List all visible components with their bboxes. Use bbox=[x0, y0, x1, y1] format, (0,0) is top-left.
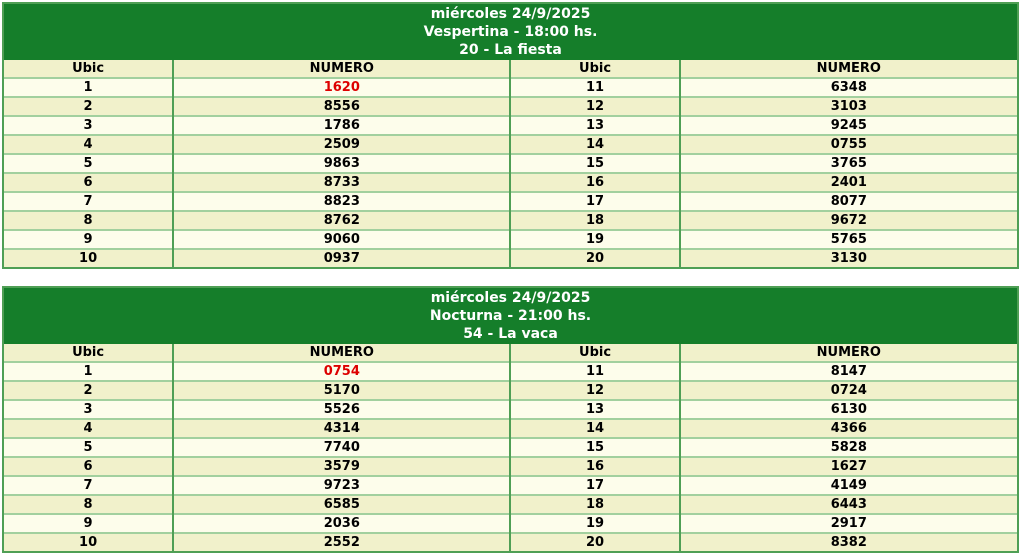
draw-head-number: 20 - La fiesta bbox=[459, 42, 562, 58]
position-cell: 15 bbox=[510, 438, 679, 457]
result-row bbox=[4, 400, 1017, 419]
draw-session: Vespertina - 18:00 hs. bbox=[423, 24, 598, 40]
result-row bbox=[4, 135, 1017, 154]
position-cell: 8 bbox=[4, 211, 173, 230]
number-cell: 5170 bbox=[173, 381, 510, 400]
draw-header bbox=[4, 4, 1017, 60]
position-cell: 13 bbox=[510, 400, 679, 419]
number-cell: 9060 bbox=[173, 230, 510, 249]
result-row bbox=[4, 154, 1017, 173]
number-cell: 8147 bbox=[680, 362, 1017, 381]
number-cell: 9723 bbox=[173, 476, 510, 495]
number-cell: 3579 bbox=[173, 457, 510, 476]
draw-session: Nocturna - 21:00 hs. bbox=[429, 308, 592, 324]
number-cell: 8823 bbox=[173, 192, 510, 211]
number-cell-winning: 0754 bbox=[173, 362, 510, 381]
position-cell: 7 bbox=[4, 476, 173, 495]
position-cell: 10 bbox=[4, 249, 173, 267]
position-cell: 4 bbox=[4, 135, 173, 154]
position-cell: 5 bbox=[4, 154, 173, 173]
result-row bbox=[4, 381, 1017, 400]
result-row bbox=[4, 457, 1017, 476]
results-table bbox=[4, 344, 1017, 551]
number-cell: 5828 bbox=[680, 438, 1017, 457]
position-cell: 9 bbox=[4, 230, 173, 249]
number-cell: 2917 bbox=[680, 514, 1017, 533]
number-cell: 8382 bbox=[680, 533, 1017, 551]
draw-section-vespertina bbox=[2, 2, 1019, 269]
result-row bbox=[4, 116, 1017, 135]
result-row bbox=[4, 438, 1017, 457]
number-cell: 2036 bbox=[173, 514, 510, 533]
position-cell: 16 bbox=[510, 457, 679, 476]
column-header-numero: NUMERO bbox=[173, 60, 510, 78]
position-cell: 12 bbox=[510, 97, 679, 116]
draw-head-number: 54 - La vaca bbox=[463, 326, 558, 342]
number-cell: 6443 bbox=[680, 495, 1017, 514]
column-header-ubic: Ubic bbox=[4, 60, 173, 78]
number-cell: 6130 bbox=[680, 400, 1017, 419]
number-cell: 9245 bbox=[680, 116, 1017, 135]
draw-section-nocturna bbox=[2, 286, 1019, 553]
number-cell: 4314 bbox=[173, 419, 510, 438]
number-cell: 7740 bbox=[173, 438, 510, 457]
position-cell: 7 bbox=[4, 192, 173, 211]
position-cell: 14 bbox=[510, 135, 679, 154]
position-cell: 5 bbox=[4, 438, 173, 457]
number-cell: 3765 bbox=[680, 154, 1017, 173]
position-cell: 12 bbox=[510, 381, 679, 400]
number-cell: 4366 bbox=[680, 419, 1017, 438]
position-cell: 1 bbox=[4, 362, 173, 381]
position-cell: 18 bbox=[510, 495, 679, 514]
result-row bbox=[4, 495, 1017, 514]
number-cell: 5526 bbox=[173, 400, 510, 419]
number-cell: 6348 bbox=[680, 78, 1017, 97]
number-cell: 0755 bbox=[680, 135, 1017, 154]
column-header-numero: NUMERO bbox=[680, 344, 1017, 362]
number-cell: 0937 bbox=[173, 249, 510, 267]
position-cell: 10 bbox=[4, 533, 173, 551]
number-cell: 2401 bbox=[680, 173, 1017, 192]
number-cell: 0724 bbox=[680, 381, 1017, 400]
results-table bbox=[4, 60, 1017, 267]
column-header-ubic: Ubic bbox=[510, 344, 679, 362]
number-cell-winning: 1620 bbox=[173, 78, 510, 97]
column-header-numero: NUMERO bbox=[173, 344, 510, 362]
position-cell: 6 bbox=[4, 457, 173, 476]
position-cell: 18 bbox=[510, 211, 679, 230]
result-row bbox=[4, 97, 1017, 116]
number-cell: 2509 bbox=[173, 135, 510, 154]
result-row bbox=[4, 362, 1017, 381]
position-cell: 8 bbox=[4, 495, 173, 514]
number-cell: 4149 bbox=[680, 476, 1017, 495]
position-cell: 2 bbox=[4, 381, 173, 400]
draw-header bbox=[4, 288, 1017, 344]
result-row bbox=[4, 476, 1017, 495]
position-cell: 4 bbox=[4, 419, 173, 438]
position-cell: 15 bbox=[510, 154, 679, 173]
number-cell: 3103 bbox=[680, 97, 1017, 116]
position-cell: 19 bbox=[510, 230, 679, 249]
result-row bbox=[4, 249, 1017, 267]
number-cell: 8762 bbox=[173, 211, 510, 230]
column-header-row bbox=[4, 344, 1017, 362]
position-cell: 3 bbox=[4, 400, 173, 419]
number-cell: 9672 bbox=[680, 211, 1017, 230]
position-cell: 1 bbox=[4, 78, 173, 97]
position-cell: 20 bbox=[510, 533, 679, 551]
position-cell: 20 bbox=[510, 249, 679, 267]
result-row bbox=[4, 173, 1017, 192]
column-header-numero: NUMERO bbox=[680, 60, 1017, 78]
position-cell: 3 bbox=[4, 116, 173, 135]
position-cell: 9 bbox=[4, 514, 173, 533]
number-cell: 1786 bbox=[173, 116, 510, 135]
draw-date: miércoles 24/9/2025 bbox=[430, 6, 591, 22]
number-cell: 8077 bbox=[680, 192, 1017, 211]
number-cell: 1627 bbox=[680, 457, 1017, 476]
position-cell: 16 bbox=[510, 173, 679, 192]
number-cell: 9863 bbox=[173, 154, 510, 173]
position-cell: 2 bbox=[4, 97, 173, 116]
position-cell: 11 bbox=[510, 362, 679, 381]
result-row bbox=[4, 211, 1017, 230]
result-row bbox=[4, 514, 1017, 533]
column-header-ubic: Ubic bbox=[510, 60, 679, 78]
number-cell: 2552 bbox=[173, 533, 510, 551]
number-cell: 5765 bbox=[680, 230, 1017, 249]
position-cell: 13 bbox=[510, 116, 679, 135]
result-row bbox=[4, 192, 1017, 211]
number-cell: 8556 bbox=[173, 97, 510, 116]
number-cell: 6585 bbox=[173, 495, 510, 514]
column-header-ubic: Ubic bbox=[4, 344, 173, 362]
result-row bbox=[4, 78, 1017, 97]
draw-date: miércoles 24/9/2025 bbox=[430, 290, 591, 306]
position-cell: 17 bbox=[510, 476, 679, 495]
number-cell: 8733 bbox=[173, 173, 510, 192]
result-row bbox=[4, 230, 1017, 249]
result-row bbox=[4, 533, 1017, 551]
position-cell: 14 bbox=[510, 419, 679, 438]
number-cell: 3130 bbox=[680, 249, 1017, 267]
position-cell: 17 bbox=[510, 192, 679, 211]
position-cell: 11 bbox=[510, 78, 679, 97]
position-cell: 6 bbox=[4, 173, 173, 192]
result-row bbox=[4, 419, 1017, 438]
column-header-row bbox=[4, 60, 1017, 78]
position-cell: 19 bbox=[510, 514, 679, 533]
